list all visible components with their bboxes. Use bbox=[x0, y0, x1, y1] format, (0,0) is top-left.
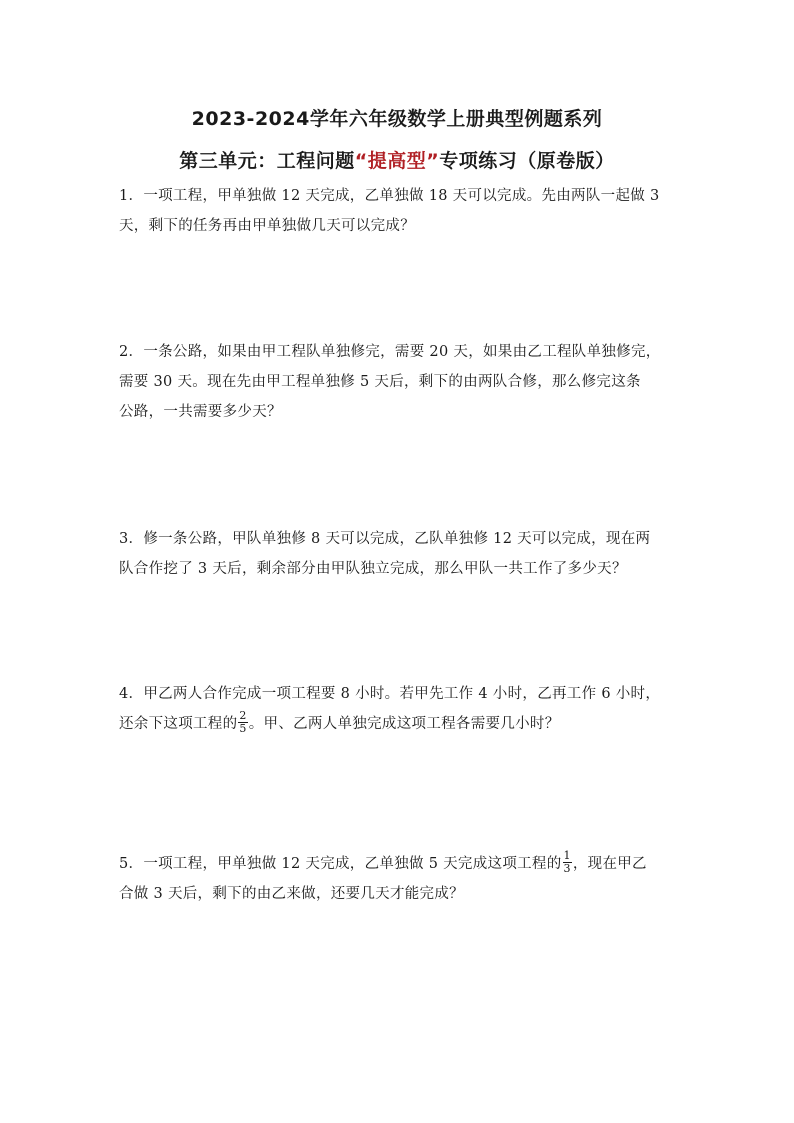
question-2-line-1: 2．一条公路，如果由甲工程队单独修完，需要 20 天，如果由乙工程队单独修完， bbox=[119, 344, 661, 360]
question-4-line-1: 4．甲乙两人合作完成一项工程要 8 小时。若甲先工作 4 小时，乙再工作 6 小时， bbox=[119, 686, 661, 702]
fraction-denominator: 3 bbox=[563, 861, 571, 875]
question-1 bbox=[119, 181, 679, 241]
question-3-line-2: 队合作挖了 3 天后，剩余部分由甲队独立完成，那么甲队一共工作了多少天？ bbox=[119, 561, 627, 577]
question-5 bbox=[119, 849, 679, 909]
question-2 bbox=[119, 337, 679, 427]
question-4-line-2-before: 还余下这项工程的 bbox=[119, 716, 238, 732]
subtitle-suffix: 专项练习（原卷版） bbox=[439, 150, 615, 172]
question-3 bbox=[119, 524, 679, 584]
question-4 bbox=[119, 679, 679, 739]
title-line-1: 2023-2024学年六年级数学上册典型例题系列 bbox=[191, 108, 603, 130]
question-5-line-1-before: 5．一项工程，甲单独做 12 天完成，乙单独做 5 天完成这项工程的 bbox=[119, 856, 562, 872]
question-4-line-2-after: 。甲、乙两人单独完成这项工程各需要几小时？ bbox=[248, 716, 560, 732]
fraction-denominator: 5 bbox=[239, 721, 247, 735]
question-3-line-1: 3．修一条公路，甲队单独修 8 天可以完成，乙队单独修 12 天可以完成，现在两 bbox=[119, 531, 651, 547]
question-1-line-1: 1．一项工程，甲单独做 12 天完成，乙单独做 18 天可以完成。先由两队一起做 3 bbox=[119, 188, 660, 204]
question-5-line-1 bbox=[119, 849, 679, 879]
question-2-line-3: 公路，一共需要多少天？ bbox=[119, 404, 282, 420]
question-5-line-1-after: ，现在甲乙 bbox=[572, 856, 647, 872]
question-1-line-2: 天，剩下的任务再由甲单独做几天可以完成？ bbox=[119, 218, 415, 234]
document-title bbox=[0, 104, 794, 131]
question-5-line-2: 合做 3 天后，剩下的由乙来做，还要几天才能完成？ bbox=[119, 886, 464, 902]
subtitle-accent: “提高型” bbox=[354, 150, 440, 172]
document-subtitle bbox=[0, 146, 794, 173]
fraction-one-third bbox=[563, 850, 572, 875]
question-4-line-2 bbox=[119, 709, 679, 739]
subtitle-prefix: 第三单元：工程问题 bbox=[179, 150, 355, 172]
fraction-numerator: 2 bbox=[239, 708, 247, 722]
fraction-numerator: 1 bbox=[563, 848, 571, 862]
question-2-line-2: 需要 30 天。现在先由甲工程单独修 5 天后，剩下的由两队合修，那么修完这条 bbox=[119, 374, 641, 390]
fraction-two-fifths bbox=[238, 710, 247, 735]
